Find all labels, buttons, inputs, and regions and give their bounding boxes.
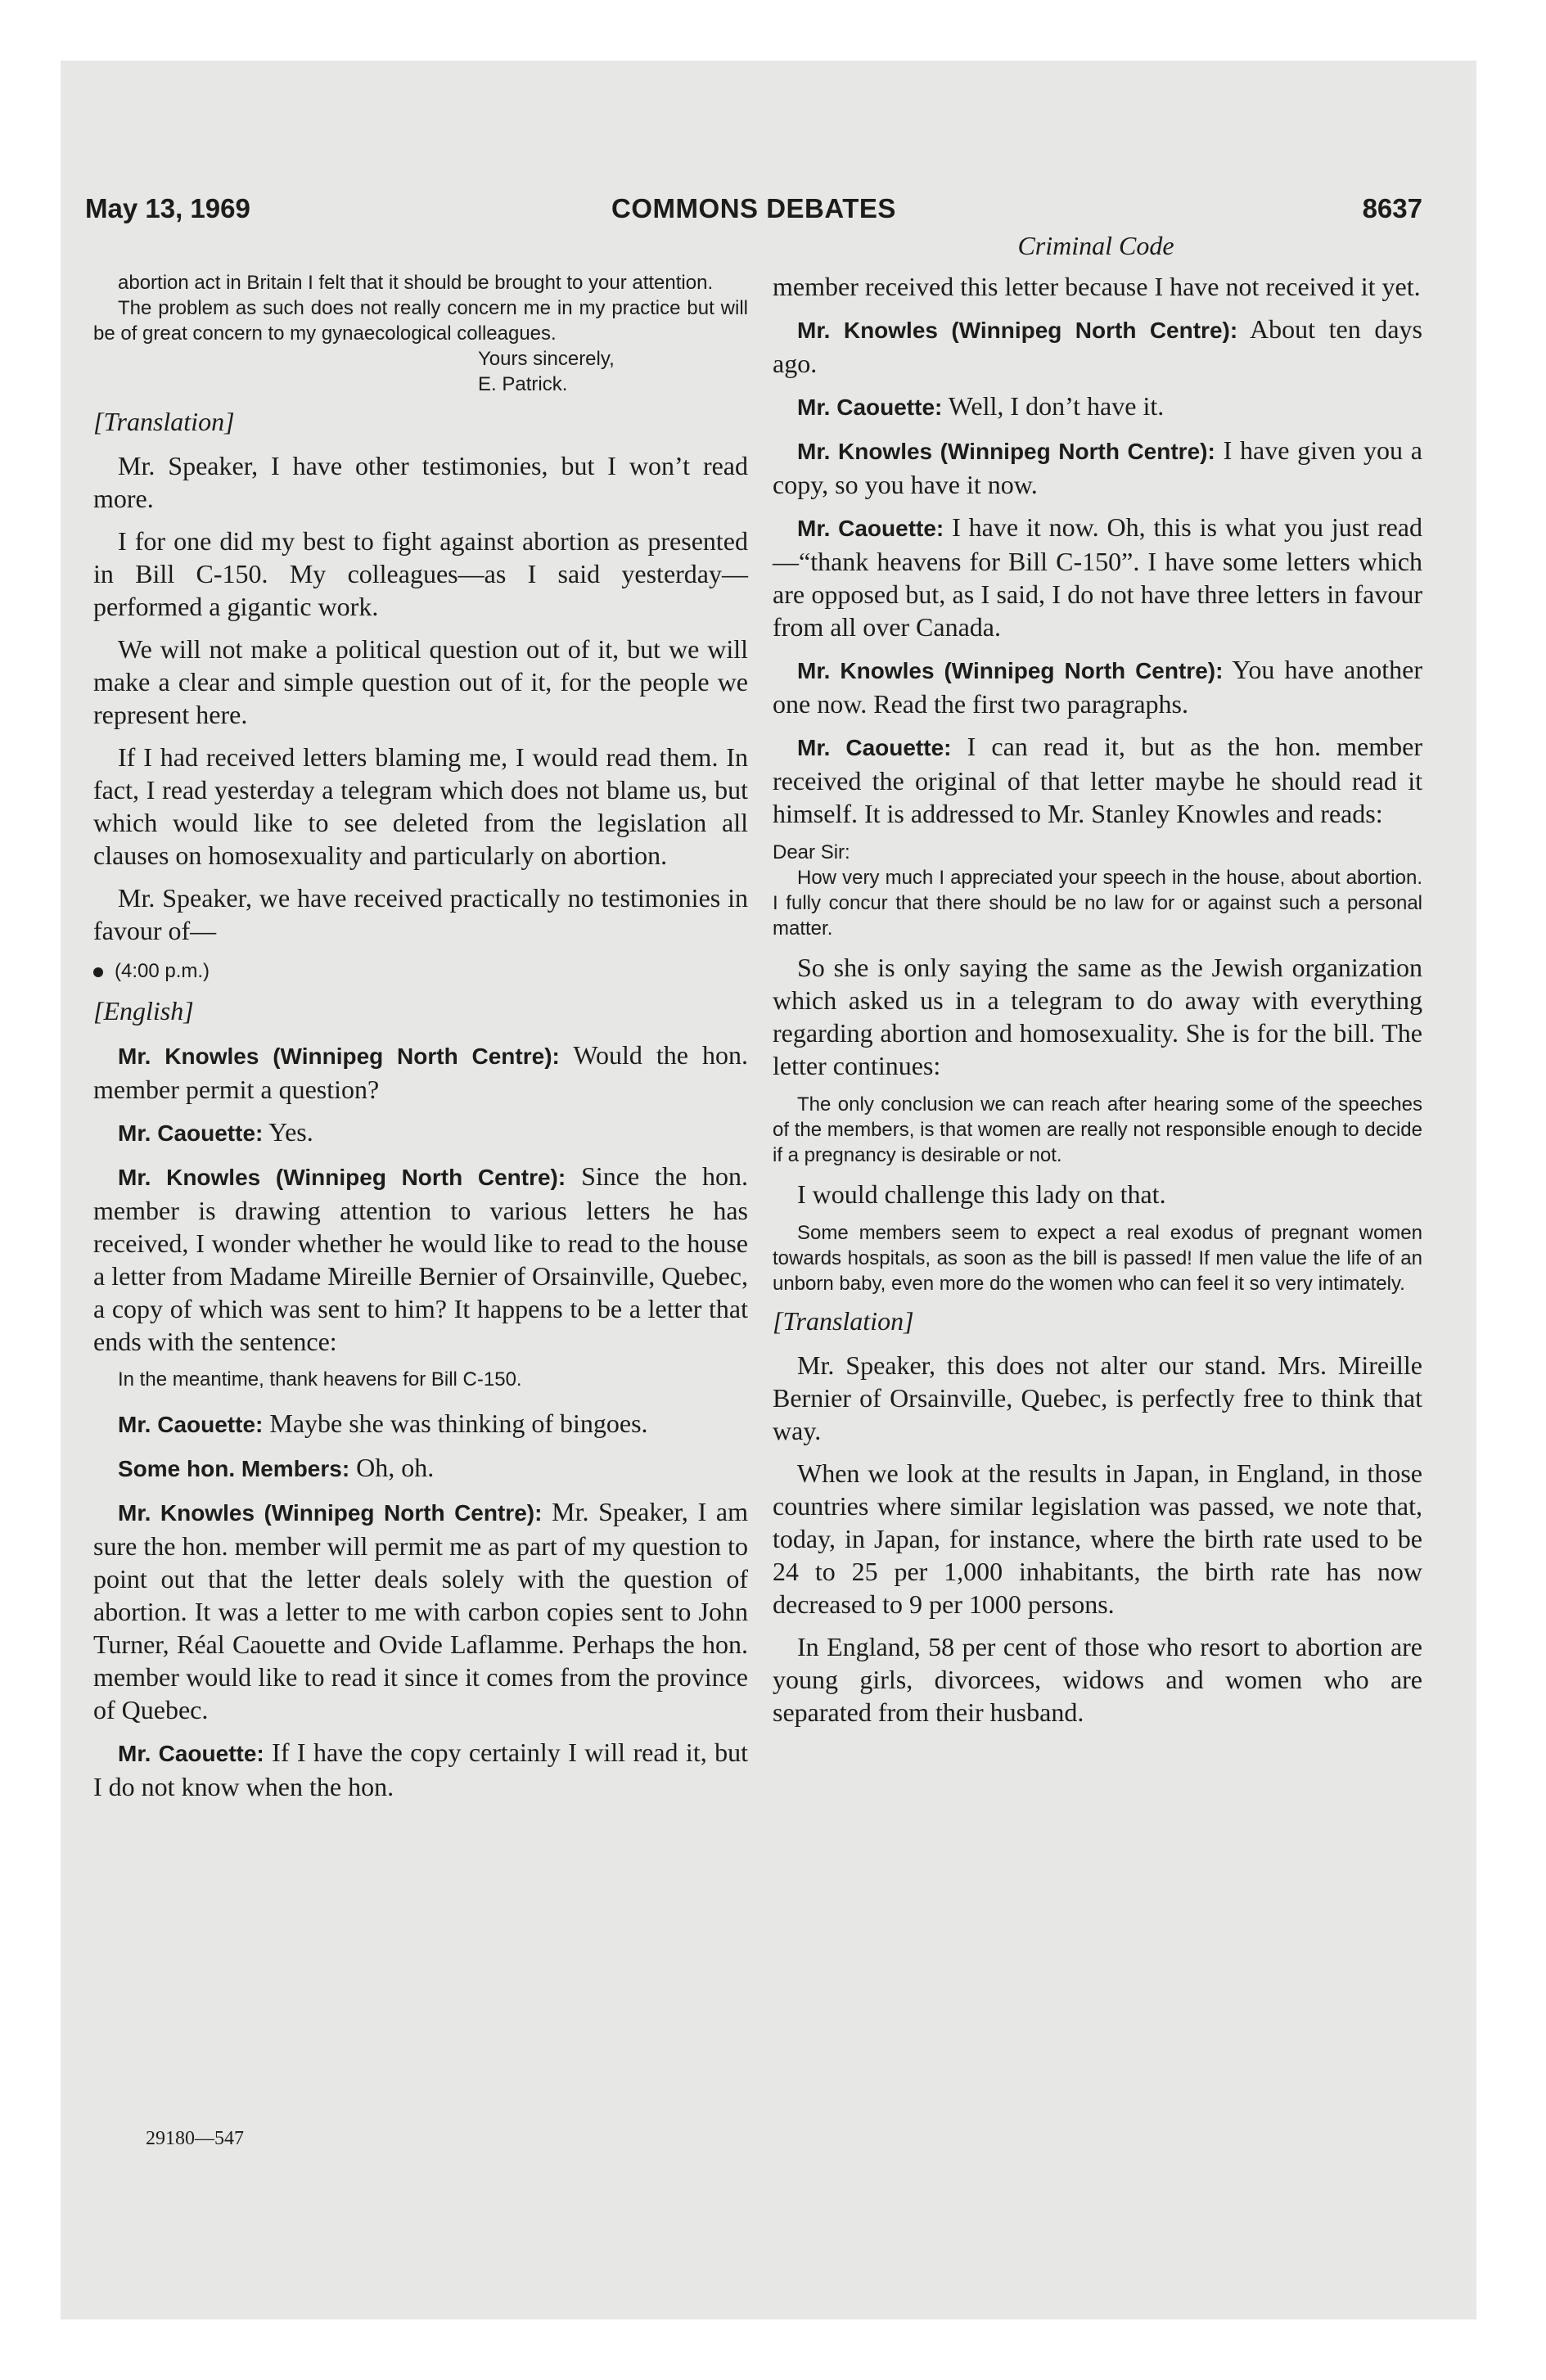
speech-paragraph: Mr. Knowles (Winnipeg North Centre): Mr. Speaker, I am sure the hon. member will permit me as part of my question to point out that the letter deals solely with the question of abortion. It was a letter to me with carbon copies sent to John Turner, Réal Caouette and Ovide Laflamme. Perhaps the hon. member would like to read it since it comes from the province of Quebec. bbox=[93, 1497, 748, 1724]
speech-paragraph: Mr. Caouette: If I have the copy certainly I will read it, but I do not know when the hon. bbox=[93, 1738, 749, 1801]
quoted-letter bbox=[773, 1220, 1422, 1296]
speech-paragraph: Mr. Speaker, this does not alter our stand. Mrs. Mireille Bernier of Orsainville, Quebec, is perfectly free to think that way. bbox=[773, 1350, 1422, 1445]
left-column bbox=[93, 270, 748, 1813]
section-title: Criminal Code bbox=[1017, 231, 1174, 260]
speech-paragraph: member received this letter because I have not received it yet. bbox=[773, 272, 1421, 301]
speech-paragraph: Mr. Knowles (Winnipeg North Centre): Would the hon. member permit a question? bbox=[93, 1040, 748, 1104]
translation-tag: [Translation] bbox=[93, 407, 235, 436]
header-date: May 13, 1969 bbox=[85, 193, 250, 223]
speech-paragraph: Mr. Caouette: I can read it, but as the hon. member received the original of that letter maybe he should read it himself. It is addressed to Mr. Stanley Knowles and reads: bbox=[773, 732, 1422, 828]
letter-closing: Yours sincerely, bbox=[478, 348, 615, 370]
speaker-name: Mr. Caouette: bbox=[118, 1120, 264, 1146]
speaker-name: Mr. Caouette: bbox=[118, 1741, 264, 1766]
speaker-name: Some hon. Members: bbox=[118, 1456, 350, 1481]
letter-paragraph: Some members seem to expect a real exodus of pregnant women towards hospitals, as soon as the bill is passed! If men value the life of an unborn baby, even more do the women who can feel it so very intimately. bbox=[773, 1222, 1422, 1295]
speech-paragraph: Mr. Knowles (Winnipeg North Centre): I have given you a copy, so you have it now. bbox=[773, 435, 1422, 499]
letter-salutation: Dear Sir: bbox=[773, 841, 850, 863]
speech-paragraph: So she is only saying the same as the Jewish organization which asked us in a telegram to do away with everything regarding abortion and homosexuality. She is for the bill. The letter continues: bbox=[773, 953, 1422, 1080]
letter-signature: E. Patrick. bbox=[478, 373, 568, 395]
speech-paragraph: Mr. Knowles (Winnipeg North Centre): You have another one now. Read the first two paragraphs. bbox=[773, 655, 1423, 719]
speech-paragraph: I would challenge this lady on that. bbox=[797, 1179, 1166, 1209]
speaker-name: Mr. Caouette: bbox=[118, 1412, 264, 1437]
speech-paragraph: In England, 58 per cent of those who resort to abortion are young girls, divorcees, widows and women who are separated from their husband. bbox=[773, 1632, 1422, 1727]
letter-paragraph: How very much I appreciated your speech in the house, about abortion. I fully concur that there should be no law for or against such a personal matter. bbox=[773, 867, 1422, 940]
letter-paragraph: The problem as such does not really concern me in my practice but will be of great concern to my gynaecological colleagues. bbox=[93, 297, 748, 345]
header-title: COMMONS DEBATES bbox=[611, 193, 896, 223]
speaker-name: Mr. Caouette: bbox=[797, 394, 943, 420]
speech-paragraph: Mr. Speaker, we have received practically no testimonies in favour of— bbox=[93, 883, 748, 945]
speaker-name: Mr. Caouette: bbox=[797, 735, 952, 760]
speech-paragraph: Some hon. Members: Oh, oh. bbox=[118, 1453, 435, 1482]
speech-paragraph: When we look at the results in Japan, in England, in those countries where similar legislation was passed, we note that, today, in Japan, for instance, where the birth rate used to be 24 to 25 per 1,000 inhabitants, the birth rate has now decreased to 9 per 1000 persons. bbox=[773, 1458, 1422, 1619]
time-text: (4:00 p.m.) bbox=[115, 960, 210, 982]
speaker-name: Mr. Knowles (Winnipeg North Centre): bbox=[118, 1165, 566, 1190]
quoted-sentence: In the meantime, thank heavens for Bill C-150. bbox=[118, 1368, 522, 1391]
letter-excerpt bbox=[93, 270, 748, 397]
quoted-letter bbox=[773, 1092, 1422, 1168]
speech-paragraph: Mr. Caouette: I have it now. Oh, this is what you just read—“thank heavens for Bill C-150”. I have some letters which are opposed but, as I said, I do not have three letters in favour from all over Canada. bbox=[773, 512, 1423, 642]
time-marker bbox=[93, 960, 748, 983]
speech-paragraph: We will not make a political question out of it, but we will make a clear and simple question out of it, for the people we represent here. bbox=[93, 634, 748, 729]
speaker-name: Mr. Knowles (Winnipeg North Centre): bbox=[797, 439, 1215, 464]
quoted-letter bbox=[773, 840, 1422, 941]
right-column bbox=[773, 270, 1422, 1738]
speaker-name: Mr. Knowles (Winnipeg North Centre): bbox=[797, 318, 1238, 343]
speech-paragraph: Mr. Caouette: Yes. bbox=[118, 1117, 313, 1147]
speech-paragraph: If I had received letters blaming me, I would read them. In fact, I read yesterday a telegram which does not blame us, but which would like to see deleted from the legislation all clauses on homosexuality and particularly on abortion. bbox=[93, 742, 748, 870]
speaker-name: Mr. Knowles (Winnipeg North Centre): bbox=[797, 658, 1224, 683]
speaker-name: Mr. Caouette: bbox=[797, 516, 944, 541]
speaker-name: Mr. Knowles (Winnipeg North Centre): bbox=[118, 1500, 543, 1526]
speech-paragraph: Mr. Speaker, I have other testimonies, but I won’t read more. bbox=[93, 451, 748, 513]
speech-paragraph: I for one did my best to fight against abortion as presented in Bill C-150. My colleagues—as I said yesterday—performed a gigantic work. bbox=[93, 526, 748, 621]
spacer bbox=[773, 1168, 1422, 1178]
speaker-name: Mr. Knowles (Winnipeg North Centre): bbox=[118, 1044, 560, 1069]
speech-paragraph: Mr. Caouette: Well, I don’t have it. bbox=[797, 391, 1165, 421]
page-header bbox=[85, 193, 1422, 234]
header-page-number: 8637 bbox=[1362, 193, 1422, 223]
footer-print-code: 29180—547 bbox=[146, 2128, 244, 2149]
speech-paragraph: Mr. Knowles (Winnipeg North Centre): Since the hon. member is drawing attention to various letters he has received, I wonder whether he would like to read to the house a letter from Madame Mireille Bernier of Orsainville, Quebec, a copy of which was sent to him? It happens to be a letter that ends with the sentence: bbox=[93, 1161, 749, 1356]
bullet-icon bbox=[93, 967, 103, 977]
translation-tag: [Translation] bbox=[773, 1306, 914, 1336]
speech-paragraph: Mr. Knowles (Winnipeg North Centre): About ten days ago. bbox=[773, 314, 1422, 378]
english-tag: [English] bbox=[93, 996, 194, 1025]
letter-paragraph: The only conclusion we can reach after hearing some of the speeches of the members, is that women are really not responsible enough to decide if a pregnancy is desirable or not. bbox=[773, 1093, 1422, 1166]
letter-paragraph: abortion act in Britain I felt that it should be brought to your attention. bbox=[118, 272, 714, 294]
spacer bbox=[773, 941, 1422, 951]
speech-paragraph: Mr. Caouette: Maybe she was thinking of bingoes. bbox=[118, 1409, 648, 1438]
